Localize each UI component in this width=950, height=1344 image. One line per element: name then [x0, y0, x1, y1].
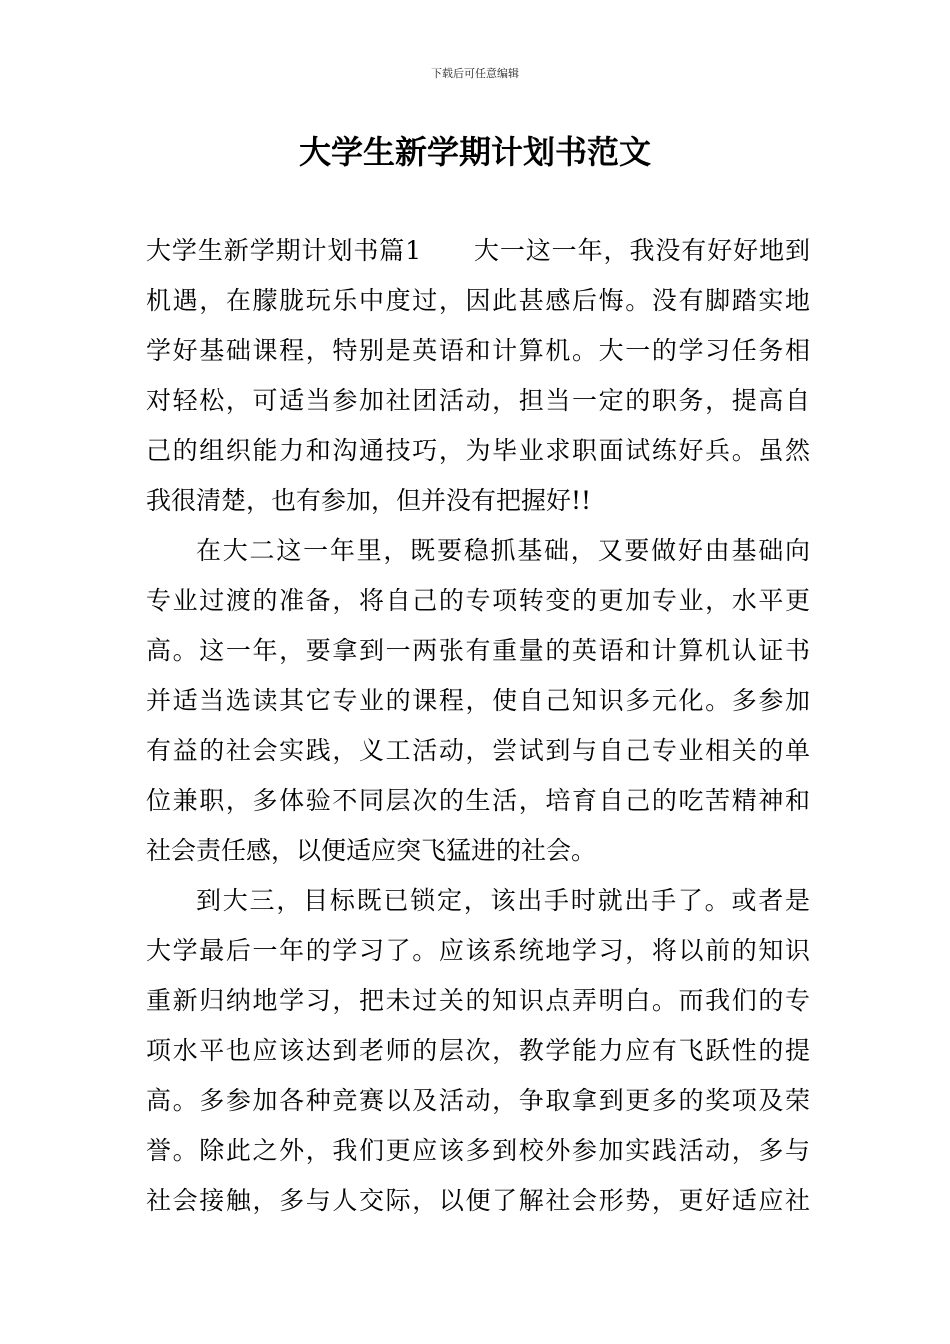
- text-line: 位兼职，多体验不同层次的生活，培育自己的吃苦精神和: [146, 786, 810, 815]
- text-line: 誉。除此之外，我们更应该多到校外参加实践活动，多与: [146, 1136, 810, 1165]
- header-note: 下载后可任意编辑: [431, 67, 519, 80]
- text-line: 高。这一年，要拿到一两张有重量的英语和计算机认证书: [146, 636, 810, 665]
- text-line: 高。多参加各种竞赛以及活动，争取拿到更多的奖项及荣: [146, 1086, 810, 1115]
- text-line: 大学最后一年的学习了。应该系统地学习，将以前的知识: [146, 936, 810, 965]
- text-line: 机遇，在朦胧玩乐中度过，因此甚感后悔。没有脚踏实地: [146, 286, 810, 315]
- text-line: 并适当选读其它专业的课程，使自己知识多元化。多参加: [146, 686, 810, 715]
- text-line: 在大二这一年里，既要稳抓基础，又要做好由基础向: [196, 536, 810, 565]
- paragraph-2: [146, 526, 810, 876]
- text-line: 到大三，目标既已锁定，该出手时就出手了。或者是: [196, 886, 810, 915]
- paragraph-1: [146, 226, 810, 526]
- text-line: 专业过渡的准备，将自己的专项转变的更加专业，水平更: [146, 586, 810, 615]
- text-line: 项水平也应该达到老师的层次，教学能力应有飞跃性的提: [146, 1036, 810, 1065]
- document-body: [146, 226, 810, 1226]
- text-line: 有益的社会实践，义工活动，尝试到与自己专业相关的单: [146, 736, 810, 765]
- text-line: 大学生新学期计划书篇1 大一这一年，我没有好好地到: [146, 236, 810, 265]
- text-line: 社会责任感，以便适应突飞猛进的社会。: [146, 836, 597, 865]
- text-line: 己的组织能力和沟通技巧，为毕业求职面试练好兵。虽然: [146, 436, 810, 465]
- page-title: 大学生新学期计划书范文: [298, 133, 651, 171]
- text-line: 重新归纳地学习，把未过关的知识点弄明白。而我们的专: [146, 986, 810, 1015]
- text-line: 社会接触，多与人交际，以便了解社会形势，更好适应社: [146, 1186, 810, 1215]
- text-line: 学好基础课程，特别是英语和计算机。大一的学习任务相: [146, 336, 810, 365]
- text-line: 我很清楚，也有参加，但并没有把握好!!: [146, 486, 592, 515]
- text-line: 对轻松，可适当参加社团活动，担当一定的职务，提高自: [146, 386, 810, 415]
- paragraph-3: [146, 876, 810, 1226]
